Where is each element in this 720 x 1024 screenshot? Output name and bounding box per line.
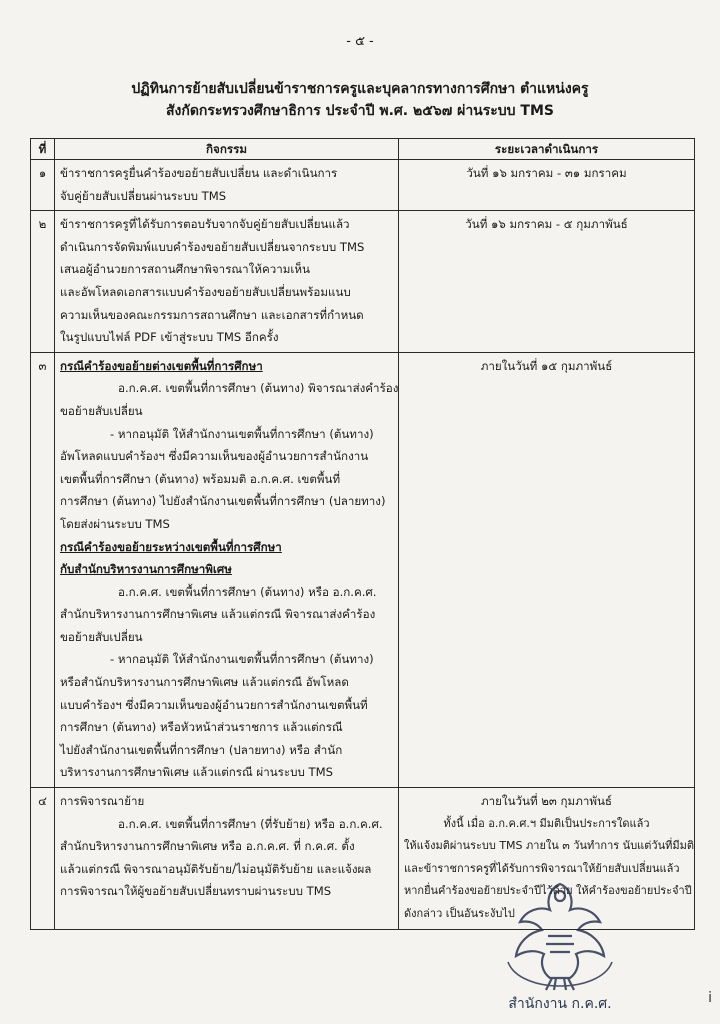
case-heading: การพิจารณาย้าย — [60, 794, 145, 809]
activity-line: หรือสำนักบริหารงานการศึกษาพิเศษ แล้วแต่กรณี อัพโหลด — [60, 675, 349, 690]
row-activity — [55, 211, 399, 353]
case-heading: กับสำนักบริหารงานการศึกษาพิเศษ — [60, 562, 232, 577]
row-number: ๒ — [31, 211, 55, 353]
time-note-line: และข้าราชการครูที่ได้รับการพิจารณาให้ย้ายสับเปลี่ยนแล้ว — [404, 861, 680, 875]
row-time: ภายในวันที่ ๑๕ กุมภาพันธ์ — [399, 352, 695, 787]
time-note-line: หากยื่นคำร้องขอย้ายประจำปีไว้ด้วย ให้คำร้องขอย้ายประจำปี — [404, 884, 692, 898]
time-value: ภายในวันที่ ๒๓ กุมภาพันธ์ — [480, 794, 612, 809]
activity-line: โดยส่งผ่านระบบ TMS — [60, 516, 170, 531]
time-note-line: ทั้งนี้ เมื่อ อ.ก.ค.ศ.ฯ มีมติเป็นประการใดแล้ว — [443, 816, 650, 830]
activity-line: ความเห็นของคณะกรรมการสถานศึกษา และเอกสารที่กำหนด — [60, 307, 364, 322]
activity-line: สำนักบริหารงานการศึกษาพิเศษ หรือ อ.ก.ค.ศ. ที่ ก.ค.ศ. ตั้ง — [60, 839, 355, 854]
table-row — [31, 211, 695, 353]
schedule-table-wrap — [30, 138, 694, 930]
activity-line: แล้วแต่กรณี พิจารณาอนุมัติรับย้าย/ไม่อนุมัติรับย้าย และแจ้งผล — [60, 861, 372, 876]
case-heading: กรณีคำร้องขอย้ายต่างเขตพื้นที่การศึกษา — [60, 358, 263, 373]
activity-line: อ.ก.ค.ศ. เขตพื้นที่การศึกษา (ต้นทาง) หรือ อ.ก.ค.ศ. — [118, 584, 377, 599]
activity-line: เขตพื้นที่การศึกษา (ต้นทาง) พร้อมมติ อ.ก.ค.ศ. เขตพื้นที่ — [60, 471, 341, 486]
row-number: ๓ — [31, 352, 55, 787]
activity-line: และอัพโหลดเอกสารแบบคำร้องขอย้ายสับเปลี่ยนพร้อมแนบ — [60, 284, 351, 299]
activity-line: ดำเนินการจัดพิมพ์แบบคำร้องขอย้ายสับเปลี่ยนจากระบบ TMS — [60, 239, 365, 254]
activity-line: อ.ก.ค.ศ. เขตพื้นที่การศึกษา (ต้นทาง) พิจารณาส่งคำร้อง — [118, 381, 399, 396]
row-number: ๔ — [31, 788, 55, 930]
activity-line: จับคู่ย้ายสับเปลี่ยนผ่านระบบ TMS — [60, 188, 227, 203]
activity-line: ข้าราชการครูที่ได้รับการตอบรับจากจับคู่ย้ายสับเปลี่ยนแล้ว — [60, 217, 350, 232]
row-time: วันที่ ๑๖ มกราคม - ๕ กุมภาพันธ์ — [399, 211, 695, 353]
margin-mark: i — [708, 990, 712, 1006]
table-row — [31, 352, 695, 787]
row-time — [399, 788, 695, 930]
activity-line: ไปยังสำนักงานเขตพื้นที่การศึกษา (ปลายทาง) หรือ สำนัก — [60, 742, 343, 757]
activity-line: ในรูปแบบไฟล์ PDF เข้าสู่ระบบ TMS อีกครั้ง — [60, 330, 279, 345]
table-header-row — [31, 139, 695, 160]
header-no: ที่ — [31, 139, 55, 160]
schedule-table — [30, 138, 695, 930]
page-number: - ๕ - — [346, 34, 374, 49]
row-number: ๑ — [31, 160, 55, 211]
activity-line: เสนอผู้อำนวยการสถานศึกษาพิจารณาให้ความเห็น — [60, 262, 310, 277]
activity-line: ขอย้ายสับเปลี่ยน — [60, 403, 143, 418]
activity-line: อัพโหลดแบบคำร้องฯ ซึ่งมีความเห็นของผู้อำนวยการสำนักงาน — [60, 449, 369, 464]
activity-line: การพิจารณาให้ผู้ขอย้ายสับเปลี่ยนทราบผ่านระบบ TMS — [60, 884, 332, 899]
title-line-1: ปฏิทินการย้ายสับเปลี่ยนข้าราชการครูและบุคลากรทางการศึกษา ตำแหน่งครู — [131, 81, 589, 97]
activity-line: การศึกษา (ต้นทาง) ไปยังสำนักงานเขตพื้นที่การศึกษา (ปลายทาง) — [60, 494, 386, 509]
case-heading: กรณีคำร้องขอย้ายระหว่างเขตพื้นที่การศึกษา — [60, 539, 282, 554]
table-row — [31, 788, 695, 930]
title-line-2: สังกัดกระทรวงศึกษาธิการ ประจำปี พ.ศ. ๒๕๖๗ ผ่านระบบ TMS — [165, 103, 554, 119]
header-time: ระยะเวลาดำเนินการ — [399, 139, 695, 160]
seal-text: สำนักงาน ก.ค.ศ. — [508, 996, 612, 1012]
table-row — [31, 160, 695, 211]
row-time: วันที่ ๑๖ มกราคม - ๓๑ มกราคม — [399, 160, 695, 211]
row-activity — [55, 352, 399, 787]
activity-line: - หากอนุมัติ ให้สำนักงานเขตพื้นที่การศึกษา (ต้นทาง) — [110, 426, 374, 441]
activity-line: บริหารงานการศึกษาพิเศษ แล้วแต่กรณี ผ่านระบบ TMS — [60, 765, 333, 780]
activity-line: - หากอนุมัติ ให้สำนักงานเขตพื้นที่การศึกษา (ต้นทาง) — [110, 652, 374, 667]
time-note-line: ดังกล่าว เป็นอันระงับไป — [404, 907, 515, 920]
row-activity — [55, 788, 399, 930]
row-activity — [55, 160, 399, 211]
document-title — [0, 78, 720, 122]
header-activity: กิจกรรม — [55, 139, 399, 160]
activity-line: ขอย้ายสับเปลี่ยน — [60, 629, 143, 644]
time-note-line: ให้แจ้งมติผ่านระบบ TMS ภายใน ๓ วันทำการ นับแต่วันที่มีมติ — [404, 839, 695, 853]
activity-line: แบบคำร้องฯ ซึ่งมีความเห็นของผู้อำนวยการสำนักงานเขตพื้นที่ — [60, 697, 368, 712]
activity-line: อ.ก.ค.ศ. เขตพื้นที่การศึกษา (ที่รับย้าย) หรือ อ.ก.ค.ศ. — [118, 816, 383, 831]
activity-line: ข้าราชการครูยื่นคำร้องขอย้ายสับเปลี่ยน และดำเนินการ — [60, 166, 338, 180]
activity-line: สำนักบริหารงานการศึกษาพิเศษ แล้วแต่กรณี พิจารณาส่งคำร้อง — [60, 607, 376, 622]
activity-line: การศึกษา (ต้นทาง) หรือหัวหน้าส่วนราชการ แล้วแต่กรณี — [60, 720, 343, 735]
